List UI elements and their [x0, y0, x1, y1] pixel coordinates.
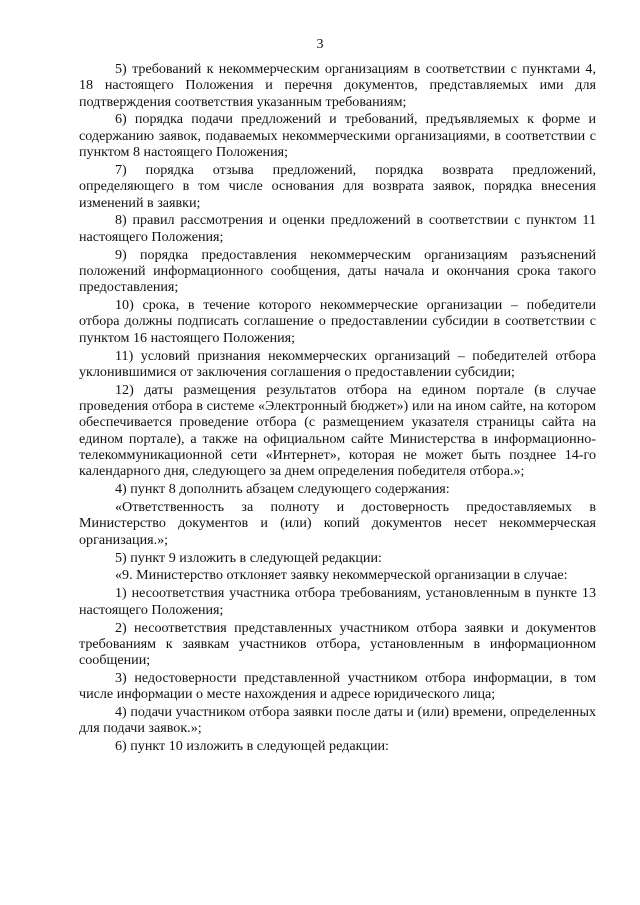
page-number: 3: [316, 37, 324, 52]
paragraph-reject-reason-4: 4) подачи участником отбора заявки после даты и (или) времени, определенных для подачи заявок.»;: [79, 704, 596, 737]
paragraph-item-5-requirements: 5) требований к некоммерческим организациям в соответствии с пунктами 4, 18 настоящего Положения и перечня документов, представляемых ими для подтверждения соответствия указанным требованиям;: [79, 61, 596, 110]
paragraph-item-9-clarifications: 9) порядка предоставления некоммерческим организациям разъяснений положений информационного сообщения, даты начала и окончания срока такого предоставления;: [79, 246, 596, 296]
paragraph-amendment-6: 6) пункт 10 изложить в следующей редакции:: [115, 738, 389, 755]
paragraph-amendment-5: 5) пункт 9 изложить в следующей редакции:: [115, 549, 382, 566]
paragraph-item-6-submission-order: 6) порядка подачи предложений и требований, предъявляемых к форме и содержанию заявок, подаваемых некоммерческими организациями, в соответствии с пунктом 8 настоящего Положения;: [79, 111, 596, 161]
paragraph-item-12-results-publication: 12) даты размещения результатов отбора на едином портале (в случае проведения отбора в системе «Электронный бюджет») или на ином сайте, на котором обеспечивается проведение отбора (с размещением указателя страницы сайта на едином портале), а также на официальном сайте Министерства в информационно-телекоммуникационной сети «Интернет», которая не может быть позднее 14-го календарного дня, следующего за днем определения победителя отбора.»;: [79, 381, 596, 480]
paragraph-responsibility-clause: «Ответственность за полноту и достоверность предоставляемых в Министерство документов и (или) копий документов несет некоммерческая организация.»;: [79, 499, 596, 548]
paragraph-item-11-evasion-conditions: 11) условий признания некоммерческих организаций – победителей отбора уклонившимися от заключения соглашения о предоставлении субсидии;: [79, 347, 596, 380]
paragraph-item-10-signing-deadline: 10) срока, в течение которого некоммерческие организации – победители отбора должны подписать соглашение о предоставлении субсидии в соответствии с пунктом 16 настоящего Положения;: [79, 297, 596, 346]
paragraph-reject-reason-3: 3) недостоверности представленной участником отбора информации, в том числе информации о месте нахождения и адресе юридического лица;: [79, 670, 596, 703]
paragraph-clause-9-intro: «9. Министерство отклоняет заявку некоммерческой организации в случае:: [115, 567, 568, 584]
paragraph-item-7-withdrawal-order: 7) порядка отзыва предложений, порядка возврата предложений, определяющего в том числе основания для возврата заявок, порядка внесения изменений в заявки;: [79, 161, 596, 211]
document-body: [79, 61, 596, 756]
paragraph-reject-reason-2: 2) несоответствия представленных участником отбора заявки и документов требованиям к заявкам участников отбора, установленным в информационном сообщении;: [79, 619, 596, 669]
paragraph-amendment-4: 4) пункт 8 дополнить абзацем следующего содержания:: [115, 481, 450, 498]
paragraph-item-8-review-rules: 8) правил рассмотрения и оценки предложений в соответствии с пунктом 11 настоящего Положения;: [79, 212, 596, 245]
paragraph-reject-reason-1: 1) несоответствия участника отбора требованиям, установленным в пункте 13 настоящего Положения;: [79, 585, 596, 618]
